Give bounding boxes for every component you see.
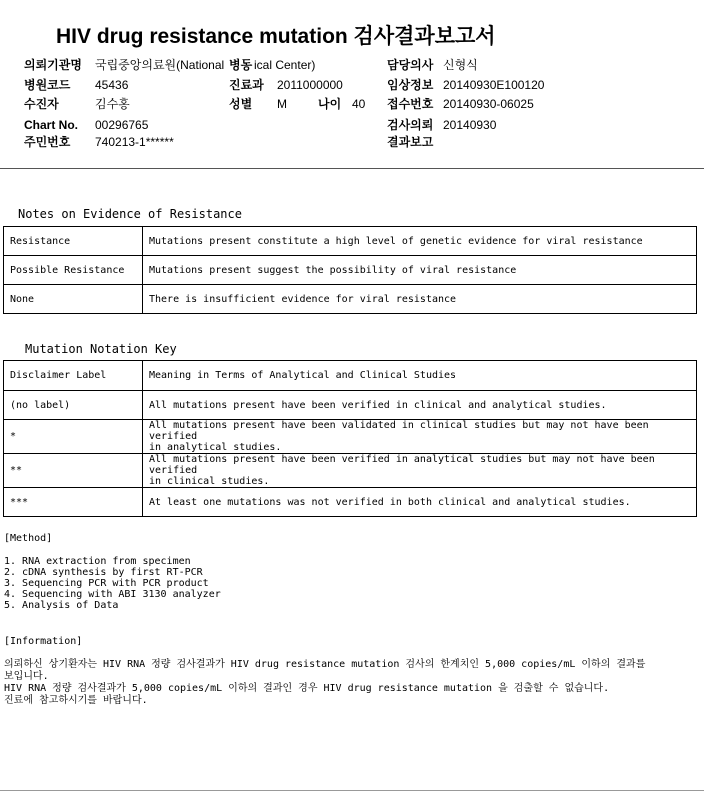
notation-meaning bbox=[143, 420, 697, 454]
information-line: 진료에 참고하시기를 바랍니다. bbox=[4, 695, 148, 706]
evidence-text: Mutations present constitute a high level of genetic evidence for viral resistance bbox=[143, 227, 697, 256]
notation-meaning bbox=[143, 488, 697, 517]
evidence-label: Resistance bbox=[4, 227, 143, 256]
request-date-value: 20140930 bbox=[443, 118, 497, 132]
evidence-row bbox=[4, 256, 697, 285]
evidence-text: There is insufficient evidence for viral resistance bbox=[143, 285, 697, 314]
notation-row bbox=[4, 488, 697, 517]
evidence-table bbox=[3, 226, 697, 314]
notation-row bbox=[4, 391, 697, 420]
evidence-heading: Notes on Evidence of Resistance bbox=[18, 207, 242, 221]
receipt-value: 20140930-06025 bbox=[443, 97, 534, 111]
information-line: 의뢰하신 상기환자는 HIV RNA 정량 검사결과가 HIV drug resistance mutation 검사의 한계치인 5,000 copies/mL 이하의 결과를 bbox=[4, 659, 646, 670]
rrn-label: 주민번호 bbox=[24, 135, 71, 149]
sex-value: M bbox=[277, 97, 287, 111]
method-list bbox=[4, 556, 221, 611]
hospital-code-label: 병원코드 bbox=[24, 78, 71, 92]
notation-label: (no label) bbox=[4, 391, 143, 420]
patient-label: 수진자 bbox=[24, 97, 59, 111]
method-item: 5. Analysis of Data bbox=[4, 600, 119, 611]
institution-value-continued: ical Center) bbox=[254, 58, 316, 72]
header-divider bbox=[0, 168, 704, 169]
evidence-text: Mutations present suggest the possibility of viral resistance bbox=[143, 256, 697, 285]
sex-label: 성별 bbox=[229, 97, 253, 111]
information-line: HIV RNA 정량 검사결과가 5,000 copies/mL 이하의 결과인 경우 HIV drug resistance mutation 을 검출할 수 없습니다. bbox=[4, 683, 610, 694]
institution-value: 국립중앙의료원(National bbox=[95, 58, 225, 72]
notation-table bbox=[3, 360, 697, 517]
method-item: 4. Sequencing with ABI 3130 analyzer bbox=[4, 589, 221, 600]
notation-meaning-line: All mutations present have been validated in clinical studies but may not have been verified bbox=[149, 420, 649, 442]
method-heading: [Method] bbox=[4, 533, 53, 544]
department-value: 2011000000 bbox=[277, 78, 343, 92]
receipt-label: 접수번호 bbox=[387, 97, 434, 111]
chart-no-value: 00296765 bbox=[95, 118, 149, 132]
information-heading: [Information] bbox=[4, 636, 83, 647]
method-item: 3. Sequencing PCR with PCR product bbox=[4, 578, 209, 589]
method-item: 2. cDNA synthesis by first RT-PCR bbox=[4, 567, 203, 578]
ward-label: 병동 bbox=[229, 58, 253, 72]
notation-meaning bbox=[143, 391, 697, 420]
evidence-label: None bbox=[4, 285, 143, 314]
clinical-info-value: 20140930E100120 bbox=[443, 78, 545, 92]
evidence-row bbox=[4, 285, 697, 314]
evidence-label: Possible Resistance bbox=[4, 256, 143, 285]
notation-meaning-line: At least one mutations was not verified in both clinical and analytical studies. bbox=[149, 496, 631, 508]
information-text bbox=[4, 659, 645, 707]
report-title: HIV drug resistance mutation 검사결과보고서 bbox=[56, 25, 496, 48]
notation-meaning-line: in clinical studies. bbox=[149, 476, 270, 487]
rrn-value: 740213-1****** bbox=[95, 135, 174, 149]
notation-row bbox=[4, 454, 697, 488]
notation-meaning-line: All mutations present have been verified in clinical and analytical studies. bbox=[149, 399, 607, 411]
department-label: 진료과 bbox=[229, 78, 264, 92]
notation-meaning bbox=[143, 454, 697, 488]
notation-label: *** bbox=[4, 488, 143, 517]
doctor-label: 담당의사 bbox=[387, 58, 434, 72]
footer-divider bbox=[0, 790, 704, 791]
notation-col-label: Disclaimer Label bbox=[4, 361, 143, 391]
request-date-label: 검사의뢰 bbox=[387, 118, 434, 132]
hospital-code-value: 45436 bbox=[95, 78, 129, 92]
evidence-row bbox=[4, 227, 697, 256]
method-item: 1. RNA extraction from specimen bbox=[4, 556, 191, 567]
notation-label: ** bbox=[4, 454, 143, 488]
report-date-label: 결과보고 bbox=[387, 135, 434, 149]
doctor-value: 신형식 bbox=[443, 58, 478, 72]
institution-label: 의뢰기관명 bbox=[24, 58, 82, 72]
age-value: 40 bbox=[352, 97, 366, 111]
clinical-info-label: 임상정보 bbox=[387, 78, 434, 92]
chart-no-label: Chart No. bbox=[24, 118, 78, 132]
notation-label: * bbox=[4, 420, 143, 454]
notation-row bbox=[4, 420, 697, 454]
notation-meaning-line: All mutations present have been verified in analytical studies but may not have been verified bbox=[149, 454, 655, 476]
notation-header-row bbox=[4, 361, 697, 391]
age-label: 나이 bbox=[318, 97, 342, 111]
notation-col-meaning: Meaning in Terms of Analytical and Clinical Studies bbox=[143, 361, 697, 391]
information-line: 보입니다. bbox=[4, 671, 49, 682]
notation-meaning-line: in analytical studies. bbox=[149, 442, 282, 453]
notation-heading: Mutation Notation Key bbox=[25, 342, 177, 356]
patient-value: 김수홍 bbox=[95, 97, 130, 111]
